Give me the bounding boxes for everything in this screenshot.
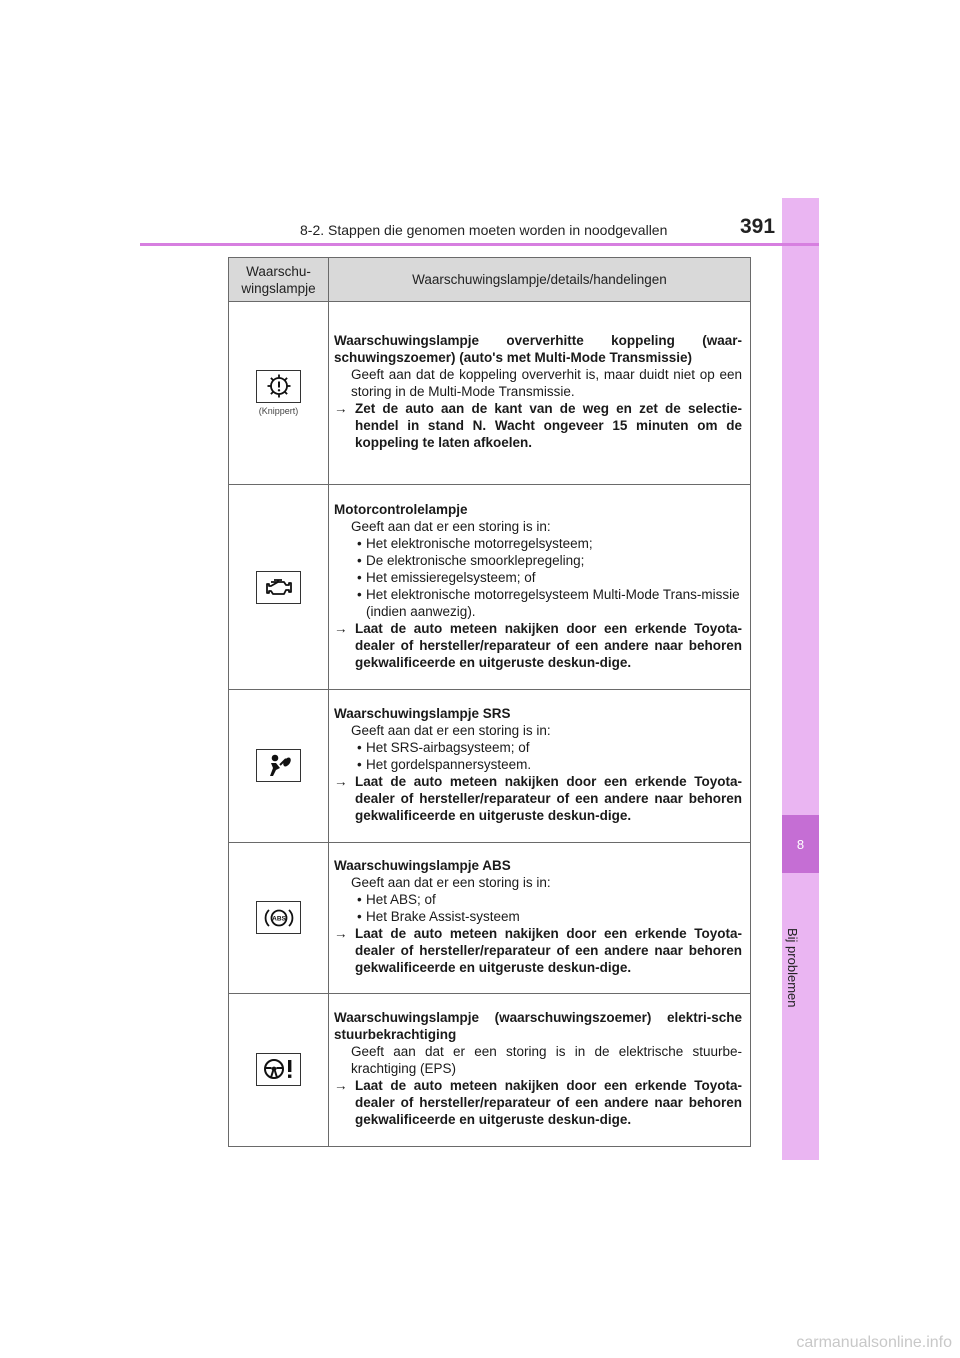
list-item: • Het elektronische motorregelsysteem;: [334, 535, 742, 552]
icon-note-blinking: (Knippert): [258, 406, 299, 417]
svg-text:ABS: ABS: [271, 915, 286, 923]
details-cell: [329, 302, 751, 485]
col-header-light: Waarschu- wingslampje: [229, 258, 329, 302]
list-item: • Het emissieregelsysteem; of: [334, 569, 742, 586]
details-cell: [329, 690, 751, 843]
details-cell: [329, 994, 751, 1147]
fault-list: [334, 891, 742, 925]
watermark: carmanualsonline.info: [796, 1334, 952, 1351]
warning-title: Motorcontrolelampje: [334, 501, 468, 517]
power-steering-warning-icon: [256, 1053, 301, 1086]
arrow-right-icon: →: [334, 926, 348, 941]
table-header-row: [229, 258, 751, 302]
warning-description: Geeft aan dat er een storing is in:: [351, 875, 551, 890]
table-row: [229, 302, 751, 485]
list-item: • Het SRS-airbagsysteem; of: [334, 739, 742, 756]
icon-cell: [229, 302, 329, 485]
list-item: • Het Brake Assist-systeem: [334, 908, 742, 925]
section-title: 8-2. Stappen die genomen moeten worden in noodgevallen: [300, 222, 668, 238]
warning-title: Waarschuwingslampje (waarschuwingszoemer) elektri-sche stuurbekrachtiging: [334, 1010, 742, 1042]
warning-description: Geeft aan dat er een storing is in:: [351, 518, 551, 534]
action-text: Zet de auto aan de kant van de weg en zet de selectie-hendel in stand N. Wacht ongeveer 15 minuten om de koppeling te laten afkoelen.: [355, 401, 742, 450]
airbag-icon: [256, 749, 301, 782]
action-text: Laat de auto meteen nakijken door een erkende Toyota-dealer of hersteller/reparateur of een andere naar behoren gekwalificeerde en uitgeruste deskun-dige.: [355, 926, 742, 975]
fault-list: [334, 739, 742, 773]
action-instruction: [334, 400, 742, 451]
details-cell: [329, 485, 751, 690]
chapter-number-tab: [782, 815, 819, 873]
action-text: Laat de auto meteen nakijken door een erkende Toyota-dealer of hersteller/reparateur of een andere naar behoren gekwalificeerde en uitgeruste deskun-dige.: [355, 774, 742, 823]
icon-cell: [229, 994, 329, 1147]
list-item: • De elektronische smoorklepregeling;: [334, 552, 742, 569]
arrow-right-icon: →: [334, 1078, 348, 1093]
icon-cell: [229, 690, 329, 843]
icon-cell: [229, 485, 329, 690]
table-row: [229, 485, 751, 690]
warning-lights-table: [228, 257, 751, 1147]
table-row: [229, 690, 751, 843]
chapter-label: Bij problemen: [785, 928, 800, 1008]
action-instruction: [334, 773, 742, 824]
list-item: • Het ABS; of: [334, 891, 742, 908]
warning-description: Geeft aan dat er een storing is in:: [351, 723, 551, 738]
action-instruction: [334, 1077, 742, 1128]
chapter-number: 8: [796, 836, 805, 852]
abs-icon: [256, 901, 301, 934]
chapter-side-strip: [782, 198, 819, 1160]
warning-description: Geeft aan dat de koppeling oververhit is, maar duidt niet op een storing in de Multi-Mode Transmissie.: [351, 367, 742, 399]
action-instruction: [334, 620, 742, 671]
action-instruction: [334, 925, 742, 976]
clutch-overheat-icon: [256, 370, 301, 403]
header-rule: [140, 243, 819, 246]
engine-icon: [256, 571, 301, 604]
warning-description: Geeft aan dat er een storing is in de elektrische stuurbe-krachtiging (EPS): [351, 1044, 742, 1076]
table-row: [229, 994, 751, 1147]
icon-cell: [229, 843, 329, 994]
action-text: Laat de auto meteen nakijken door een erkende Toyota-dealer of hersteller/reparateur of een andere naar behoren gekwalificeerde en uitgeruste deskun-dige.: [355, 1078, 742, 1127]
arrow-right-icon: →: [334, 401, 348, 416]
table-row: [229, 843, 751, 994]
arrow-right-icon: →: [334, 774, 348, 789]
warning-title: Waarschuwingslampje ABS: [334, 858, 511, 873]
action-text: Laat de auto meteen nakijken door een erkende Toyota-dealer of hersteller/reparateur of een andere naar behoren gekwalificeerde en uitgeruste deskun-dige.: [355, 620, 742, 670]
fault-list: [334, 535, 742, 620]
page-number: 391: [740, 215, 776, 238]
list-item: • Het gordelspannersysteem.: [334, 756, 742, 773]
arrow-right-icon: →: [334, 620, 348, 636]
warning-title: Waarschuwingslampje oververhitte koppeling (waar-schuwingszoemer) (auto's met Multi-Mode Transmissie): [334, 333, 742, 365]
list-item: • Het elektronische motorregelsysteem Multi-Mode Trans-missie (indien aanwezig).: [334, 586, 742, 620]
col-header-details: Waarschuwingslampje/details/handelingen: [329, 258, 751, 302]
details-cell: [329, 843, 751, 994]
warning-title: Waarschuwingslampje SRS: [334, 706, 511, 721]
